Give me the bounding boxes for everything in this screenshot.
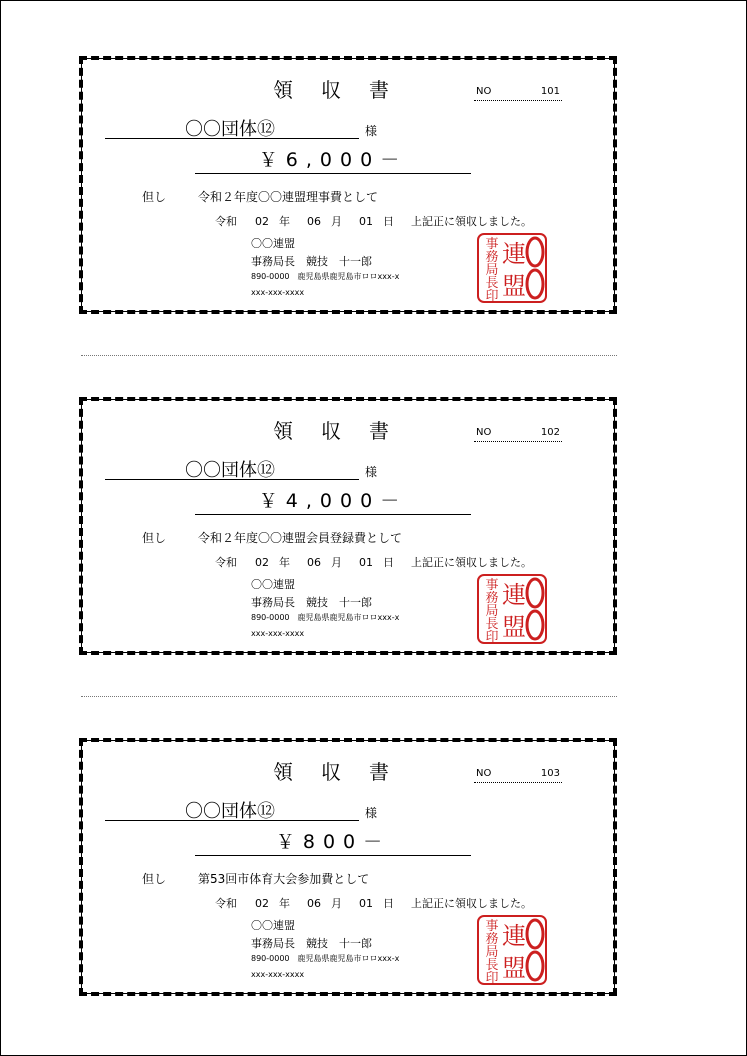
date-day-unit: 日 [383, 215, 394, 228]
date-day-unit: 日 [383, 897, 394, 910]
amount: ￥4,000－ [258, 490, 408, 512]
seal-stamp [476, 573, 548, 645]
date-month: 06 [307, 215, 321, 228]
svg-text:盟: 盟 [502, 613, 526, 641]
svg-text:連: 連 [502, 240, 526, 268]
issuer-address: 890-0000 鹿児島県鹿児島市ロロxxx-x [251, 954, 400, 963]
date-year-unit: 年 [279, 215, 290, 228]
recipient-name: 〇〇団体⑫ [185, 801, 275, 822]
date-era: 令和 [215, 556, 237, 569]
recipient-name: 〇〇団体⑫ [185, 460, 275, 481]
date-day-unit: 日 [383, 556, 394, 569]
receipt-number-field [474, 426, 562, 442]
svg-text:局: 局 [485, 263, 499, 278]
recipient-name: 〇〇団体⑫ [185, 119, 275, 140]
issuer-address: 890-0000 鹿児島県鹿児島市ロロxxx-x [251, 613, 400, 622]
issuer-org: 〇〇連盟 [251, 237, 295, 250]
receipt-number-value: 103 [540, 768, 560, 779]
issuer-representative: 事務局長 競技 十一郎 [251, 937, 372, 950]
receipt-number-field [474, 85, 562, 101]
amount: ￥800－ [275, 831, 391, 853]
receipt-3 [79, 738, 617, 996]
recipient-line [105, 797, 359, 821]
date-day: 01 [359, 897, 373, 910]
proviso-label: 但し [142, 872, 167, 886]
svg-text:長: 長 [485, 617, 499, 632]
issuer-org: 〇〇連盟 [251, 578, 295, 591]
svg-text:務: 務 [485, 932, 499, 947]
svg-text:連: 連 [502, 581, 526, 609]
amount-line [195, 148, 471, 174]
svg-text:局: 局 [485, 604, 499, 619]
receipt-number-value: 102 [540, 427, 560, 438]
issuer-representative: 事務局長 競技 十一郎 [251, 596, 372, 609]
date-year-unit: 年 [279, 897, 290, 910]
svg-text:盟: 盟 [502, 272, 526, 300]
receipt-number-label: NO [476, 86, 492, 97]
svg-text:印: 印 [485, 630, 499, 645]
cut-line-1 [81, 355, 617, 356]
date-year: 02 [255, 215, 269, 228]
receipt-title: 領収書 [273, 760, 417, 784]
seal-stamp [476, 914, 548, 986]
cut-line-2 [81, 696, 617, 697]
issuer-phone: xxx-xxx-xxxx [251, 288, 305, 297]
date-row [215, 213, 532, 229]
date-month: 06 [307, 556, 321, 569]
seal-stamp [476, 232, 548, 304]
date-year: 02 [255, 897, 269, 910]
date-row [215, 895, 532, 911]
receipt-1 [79, 56, 617, 314]
proviso-text: 第53回市体育大会参加費として [198, 872, 370, 886]
svg-text:長: 長 [485, 958, 499, 973]
amount: ￥6,000－ [258, 149, 408, 171]
honorific: 様 [365, 124, 378, 138]
receipt-statement: 上記正に領収しました。 [411, 556, 532, 569]
svg-text:印: 印 [485, 971, 499, 986]
proviso-label: 但し [142, 190, 167, 204]
date-era: 令和 [215, 215, 237, 228]
amount-line [195, 489, 471, 515]
proviso-label: 但し [142, 531, 167, 545]
date-day: 01 [359, 556, 373, 569]
svg-text:務: 務 [485, 591, 499, 606]
receipt-number-label: NO [476, 427, 492, 438]
receipt-number-value: 101 [540, 86, 560, 97]
svg-text:事: 事 [485, 237, 499, 252]
svg-text:事: 事 [485, 919, 499, 934]
receipt-number-field [474, 767, 562, 783]
receipt-statement: 上記正に領収しました。 [411, 215, 532, 228]
svg-text:事: 事 [485, 578, 499, 593]
proviso-text: 令和２年度〇〇連盟会員登録費として [198, 531, 403, 545]
recipient-line [105, 115, 359, 139]
svg-text:印: 印 [485, 289, 499, 304]
date-month: 06 [307, 897, 321, 910]
honorific: 様 [365, 806, 378, 820]
receipt-statement: 上記正に領収しました。 [411, 897, 532, 910]
svg-text:務: 務 [485, 250, 499, 265]
date-year: 02 [255, 556, 269, 569]
svg-text:長: 長 [485, 276, 499, 291]
receipt-number-label: NO [476, 768, 492, 779]
date-month-unit: 月 [331, 897, 342, 910]
recipient-line [105, 456, 359, 480]
proviso-text: 令和２年度〇〇連盟理事費として [198, 190, 379, 204]
issuer-phone: xxx-xxx-xxxx [251, 970, 305, 979]
date-month-unit: 月 [331, 215, 342, 228]
svg-text:局: 局 [485, 945, 499, 960]
receipt-title: 領収書 [273, 78, 417, 102]
issuer-representative: 事務局長 競技 十一郎 [251, 255, 372, 268]
receipt-title: 領収書 [273, 419, 417, 443]
date-row [215, 554, 532, 570]
issuer-org: 〇〇連盟 [251, 919, 295, 932]
issuer-phone: xxx-xxx-xxxx [251, 629, 305, 638]
receipt-2 [79, 397, 617, 655]
date-month-unit: 月 [331, 556, 342, 569]
svg-text:盟: 盟 [502, 954, 526, 982]
date-day: 01 [359, 215, 373, 228]
svg-text:連: 連 [502, 922, 526, 950]
date-year-unit: 年 [279, 556, 290, 569]
honorific: 様 [365, 465, 378, 479]
amount-line [195, 830, 471, 856]
issuer-address: 890-0000 鹿児島県鹿児島市ロロxxx-x [251, 272, 400, 281]
date-era: 令和 [215, 897, 237, 910]
